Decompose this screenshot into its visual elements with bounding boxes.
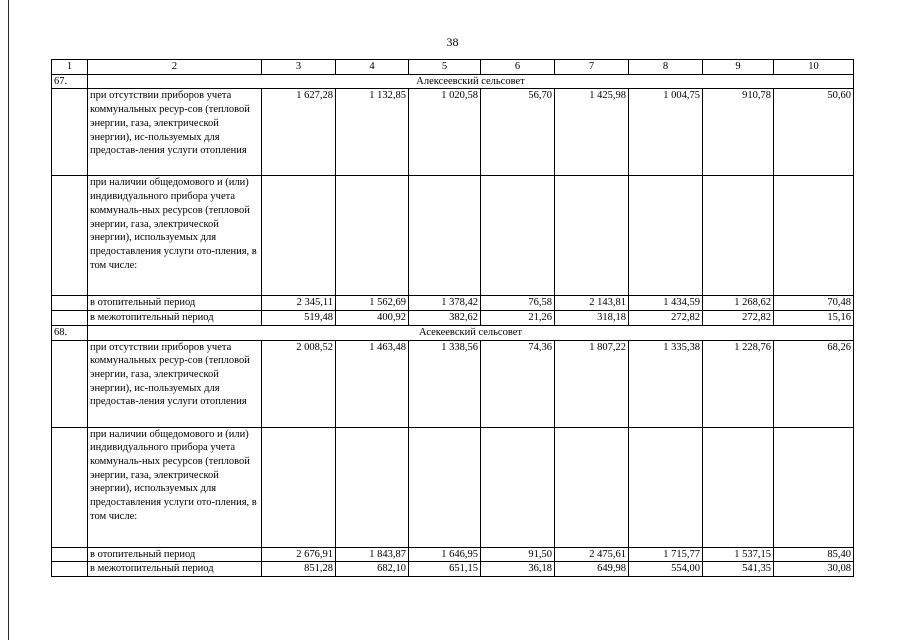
section-number: 68. (52, 325, 88, 340)
number-cell-empty (52, 176, 88, 296)
row-non-heating-period (52, 562, 854, 577)
value-cell-col-9: 272,82 (703, 311, 774, 326)
value-cell-col-5 (409, 176, 481, 296)
value-cell-col-10: 68,26 (774, 340, 854, 427)
value-cell-col-6: 36,18 (481, 562, 555, 577)
value-cell-col-8: 1 004,75 (629, 89, 703, 176)
value-cell-col-7 (555, 176, 629, 296)
header-cell: 10 (774, 60, 854, 75)
row-without-meters (52, 340, 854, 427)
value-cell-col-7: 2 143,81 (555, 296, 629, 311)
value-cell-col-10 (774, 427, 854, 547)
value-cell-col-4: 682,10 (336, 562, 409, 577)
row-with-meters (52, 427, 854, 547)
value-cell-col-6: 91,50 (481, 547, 555, 562)
header-cell: 6 (481, 60, 555, 75)
value-cell-col-7: 318,18 (555, 311, 629, 326)
table-body (52, 60, 854, 577)
value-cell-col-9: 910,78 (703, 89, 774, 176)
header-row (52, 60, 854, 75)
value-cell-col-3: 851,28 (262, 562, 336, 577)
number-cell-empty (52, 340, 88, 427)
value-cell-col-7: 1 425,98 (555, 89, 629, 176)
number-cell-empty (52, 89, 88, 176)
value-cell-col-9 (703, 427, 774, 547)
value-cell-col-10: 30,08 (774, 562, 854, 577)
value-cell-col-10: 50,60 (774, 89, 854, 176)
value-cell-col-4: 1 132,85 (336, 89, 409, 176)
value-cell-col-5: 1 646,95 (409, 547, 481, 562)
value-cell-col-3: 2 676,91 (262, 547, 336, 562)
value-cell-col-5: 1 378,42 (409, 296, 481, 311)
value-cell-col-7: 649,98 (555, 562, 629, 577)
value-cell-col-8: 1 715,77 (629, 547, 703, 562)
section-name: Алексеевский сельсовет (88, 74, 854, 89)
number-cell-empty (52, 296, 88, 311)
row-heating-period (52, 547, 854, 562)
header-cell: 7 (555, 60, 629, 75)
value-cell-col-6: 74,36 (481, 340, 555, 427)
row-non-heating-period (52, 311, 854, 326)
header-cell: 5 (409, 60, 481, 75)
value-cell-col-8: 554,00 (629, 562, 703, 577)
header-cell: 1 (52, 60, 88, 75)
number-cell-empty (52, 547, 88, 562)
section-header-row (52, 74, 854, 89)
row-label: при отсутствии приборов учета коммунальных ресур-сов (тепловой энергии, газа, электрической энергии), ис-пользуемых для предостав-ления услуги отопления (88, 340, 262, 427)
value-cell-col-6: 76,58 (481, 296, 555, 311)
row-without-meters (52, 89, 854, 176)
value-cell-col-4: 1 463,48 (336, 340, 409, 427)
row-label: при наличии общедомового и (или) индивидуального прибора учета коммуналь-ных ресурсов (тепловой энергии, газа, электрической энергии), используемых для предоставления услуги ото-пления, в том числе: (88, 176, 262, 296)
value-cell-col-4 (336, 176, 409, 296)
value-cell-col-3 (262, 427, 336, 547)
value-cell-col-3 (262, 176, 336, 296)
value-cell-col-6: 56,70 (481, 89, 555, 176)
number-cell-empty (52, 562, 88, 577)
value-cell-col-5: 382,62 (409, 311, 481, 326)
row-label: в отопительный период (88, 547, 262, 562)
value-cell-col-5: 651,15 (409, 562, 481, 577)
tariff-table (51, 59, 854, 577)
value-cell-col-4: 1 562,69 (336, 296, 409, 311)
value-cell-col-5: 1 338,56 (409, 340, 481, 427)
header-cell: 8 (629, 60, 703, 75)
header-cell: 2 (88, 60, 262, 75)
number-cell-empty (52, 311, 88, 326)
row-heating-period (52, 296, 854, 311)
row-label: в межотопительный период (88, 311, 262, 326)
value-cell-col-5 (409, 427, 481, 547)
header-cell: 3 (262, 60, 336, 75)
value-cell-col-9: 541,35 (703, 562, 774, 577)
page-number: 38 (446, 35, 459, 49)
value-cell-col-3: 2 345,11 (262, 296, 336, 311)
number-cell-empty (52, 427, 88, 547)
value-cell-col-10 (774, 176, 854, 296)
value-cell-col-9: 1 228,76 (703, 340, 774, 427)
value-cell-col-9: 1 268,62 (703, 296, 774, 311)
row-label: при наличии общедомового и (или) индивидуального прибора учета коммуналь-ных ресурсов (тепловой энергии, газа, электрической энергии), используемых для предоставления услуги ото-пления, в том числе: (88, 427, 262, 547)
value-cell-col-6: 21,26 (481, 311, 555, 326)
value-cell-col-7: 1 807,22 (555, 340, 629, 427)
value-cell-col-8: 272,82 (629, 311, 703, 326)
value-cell-col-9 (703, 176, 774, 296)
value-cell-col-8 (629, 176, 703, 296)
value-cell-col-4 (336, 427, 409, 547)
value-cell-col-9: 1 537,15 (703, 547, 774, 562)
value-cell-col-7: 2 475,61 (555, 547, 629, 562)
value-cell-col-6 (481, 427, 555, 547)
value-cell-col-3: 2 008,52 (262, 340, 336, 427)
value-cell-col-6 (481, 176, 555, 296)
left-margin-line (8, 0, 9, 640)
value-cell-col-3: 519,48 (262, 311, 336, 326)
row-label: в межотопительный период (88, 562, 262, 577)
value-cell-col-10: 70,48 (774, 296, 854, 311)
value-cell-col-8 (629, 427, 703, 547)
section-number: 67. (52, 74, 88, 89)
value-cell-col-8: 1 434,59 (629, 296, 703, 311)
value-cell-col-4: 1 843,87 (336, 547, 409, 562)
value-cell-col-3: 1 627,28 (262, 89, 336, 176)
section-name: Асекеевский сельсовет (88, 325, 854, 340)
header-cell: 9 (703, 60, 774, 75)
value-cell-col-8: 1 335,38 (629, 340, 703, 427)
value-cell-col-4: 400,92 (336, 311, 409, 326)
value-cell-col-10: 85,40 (774, 547, 854, 562)
row-label: в отопительный период (88, 296, 262, 311)
header-cell: 4 (336, 60, 409, 75)
value-cell-col-7 (555, 427, 629, 547)
value-cell-col-5: 1 020,58 (409, 89, 481, 176)
row-with-meters (52, 176, 854, 296)
section-header-row (52, 325, 854, 340)
row-label: при отсутствии приборов учета коммунальных ресур-сов (тепловой энергии, газа, электрической энергии), ис-пользуемых для предостав-ления услуги отопления (88, 89, 262, 176)
value-cell-col-10: 15,16 (774, 311, 854, 326)
